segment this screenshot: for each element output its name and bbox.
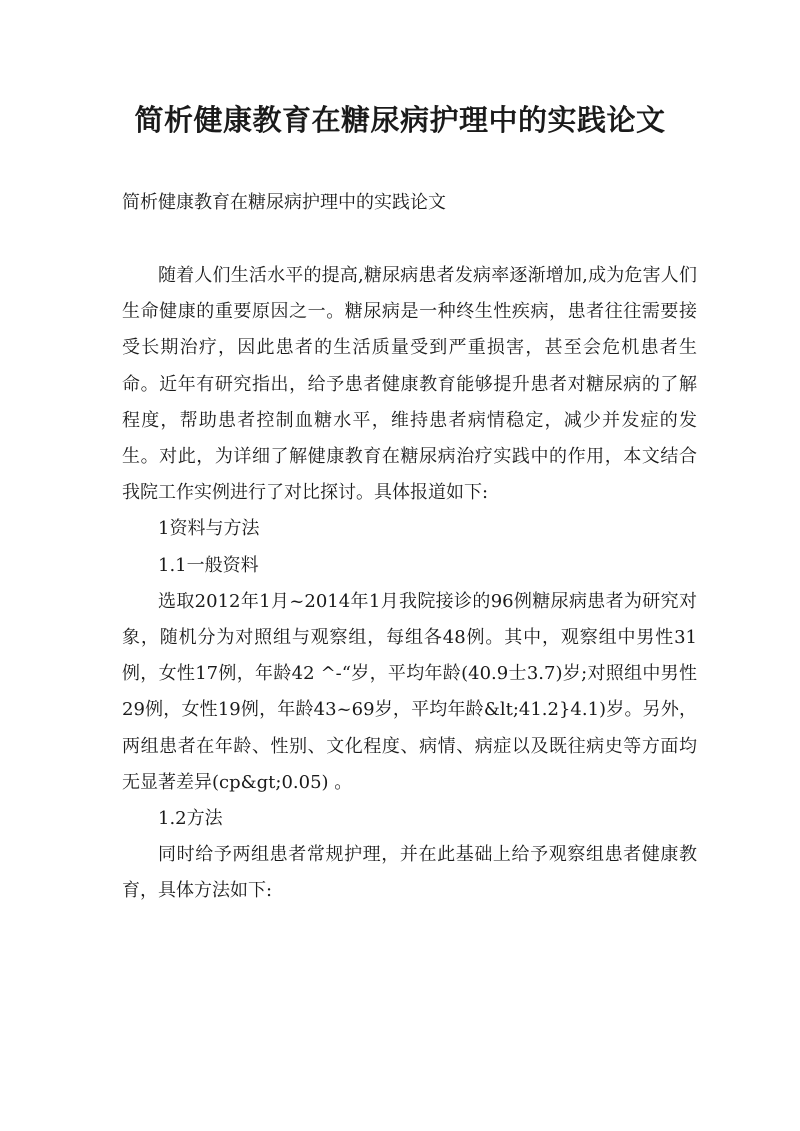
document-body <box>122 258 697 910</box>
method-paragraph: 同时给予两组患者常规护理，并在此基础上给予观察组患者健康教育，具体方法如下: <box>122 844 697 902</box>
section-heading-1-1: 1.1一般资料 <box>158 554 259 576</box>
intro-paragraph: 随着人们生活水平的提高,糖尿病患者发病率逐渐增加,成为危害人们生命健康的重要原因之一。糖尿病是一种终生性疾病，患者往往需要接受长期治疗，因此患者的生活质量受到严重损害，甚至会危机患者生命。近年有研究指出，给予患者健康教育能够提升患者对糖尿病的了解程度，帮助患者控制血糖水平，维持患者病情稳定，减少并发症的发生。对此，为详细了解健康教育在糖尿病治疗实践中的作用，本文结合我院工作实例进行了对比探讨。具体报道如下: <box>122 265 697 504</box>
section-heading-1-2: 1.2方法 <box>158 808 223 830</box>
document-title: 简析健康教育在糖尿病护理中的实践论文 <box>134 103 666 137</box>
document-subtitle: 简析健康教育在糖尿病护理中的实践论文 <box>122 192 446 213</box>
materials-paragraph: 选取2012年1月~2014年1月我院接诊的96例糖尿病患者为研究对象，随机分为对照组与观察组，每组各48例。其中，观察组中男性31例，女性17例，年龄42 ^-“岁，平均年龄(40.9士3.7)岁;对照组中男性29例，女性19例，年龄43~69岁，平均年龄&lt;41.2}4.1)岁。另外，两组患者在年龄、性别、文化程度、病情、病症以及既往病史等方面均无显著差异(cp&gt;0.05) 。 <box>122 590 697 793</box>
section-heading-1: 1资料与方法 <box>158 518 260 540</box>
